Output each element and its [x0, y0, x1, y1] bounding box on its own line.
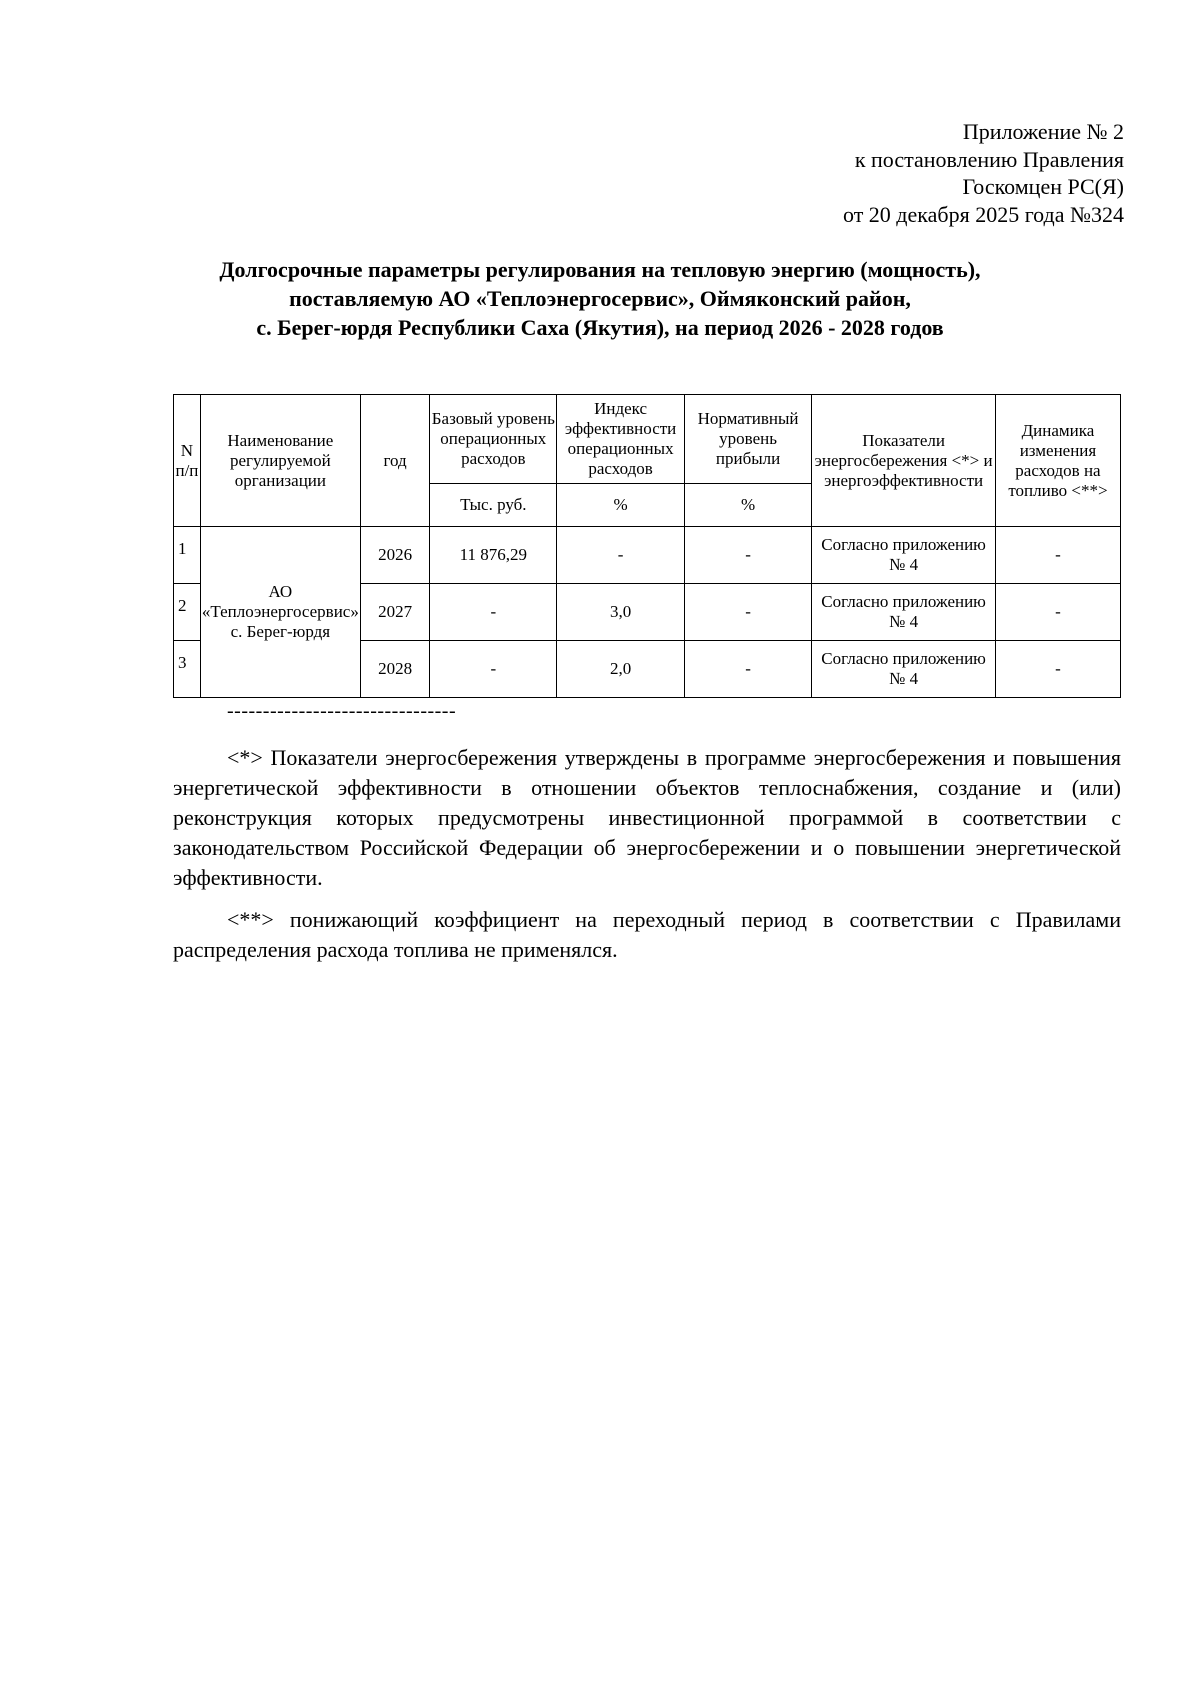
appendix-authority: Госкомцен РС(Я)	[962, 174, 1124, 199]
row-energy-indicators: Согласно приложению № 4	[812, 527, 996, 584]
row-profit-level: -	[684, 641, 811, 698]
row-year: 2027	[360, 584, 429, 641]
row-energy-indicators: Согласно приложению № 4	[812, 641, 996, 698]
header-base-level: Базовый уровень операционных расходов	[430, 395, 557, 484]
appendix-date: от 20 декабря 2025 года №324	[842, 201, 1124, 227]
row-fuel-dynamics: -	[995, 527, 1120, 584]
appendix-number: Приложение № 2	[962, 119, 1124, 144]
table-header-row	[174, 395, 1121, 484]
appendix-reference	[843, 118, 1124, 228]
title-line-2: поставляемую АО «Теплоэнергосервис», Оймяконский район,	[289, 286, 911, 311]
row-year: 2026	[360, 527, 429, 584]
footnote-energy-saving: <*> Показатели энергосбережения утверждены в программе энергосбережения и повышения энергетической эффективности в отношении объектов теплоснабжения, создание и (или) реконструкция которых предусмотрены инвестиционной программой в соответствии с законодательством Российской Федерации об энергосбережении и о повышении энергетической эффективности.	[173, 745, 1121, 890]
row-year: 2028	[360, 641, 429, 698]
header-profit-level: Нормативный уровень прибыли	[684, 395, 811, 484]
unit-efficiency-index: %	[557, 484, 685, 527]
header-num: N п/п	[174, 395, 201, 527]
header-efficiency-index: Индекс эффективности операционных расходов	[557, 395, 685, 484]
footnote-fuel-coefficient: <**> понижающий коэффициент на переходный период в соответствии с Правилами распределения расхода топлива не применялся.	[173, 907, 1121, 962]
row-energy-indicators: Согласно приложению № 4	[812, 584, 996, 641]
row-efficiency-index: 2,0	[557, 641, 685, 698]
row-num: 2	[174, 584, 201, 641]
header-year: год	[360, 395, 429, 527]
row-fuel-dynamics: -	[995, 641, 1120, 698]
footnote-separator: --------------------------------	[227, 700, 457, 722]
row-base-level: -	[430, 584, 557, 641]
unit-base-level: Тыс. руб.	[430, 484, 557, 527]
row-base-level: -	[430, 641, 557, 698]
row-efficiency-index: -	[557, 527, 685, 584]
title-line-3: с. Берег-юрдя Республики Саха (Якутия), на период 2026 - 2028 годов	[256, 315, 944, 340]
document-title	[150, 255, 1050, 342]
header-organization: Наименование регулируемой организации	[200, 395, 360, 527]
parameters-table	[173, 394, 1121, 698]
title-line-1: Долгосрочные параметры регулирования на тепловую энергию (мощность),	[219, 257, 981, 282]
appendix-resolution: к постановлению Правления	[854, 146, 1124, 172]
header-fuel-dynamics: Динамика изменения расходов на топливо <**>	[995, 395, 1120, 527]
unit-profit-level: %	[684, 484, 811, 527]
row-base-level: 11 876,29	[430, 527, 557, 584]
row-efficiency-index: 3,0	[557, 584, 685, 641]
row-profit-level: -	[684, 527, 811, 584]
organization-name: АО «Теплоэнергосервис» с. Берег-юрдя	[200, 527, 360, 698]
row-num: 3	[174, 641, 201, 698]
table-row	[174, 527, 1121, 584]
row-fuel-dynamics: -	[995, 584, 1120, 641]
header-energy-indicators: Показатели энергосбережения <*> и энергоэффективности	[812, 395, 996, 527]
row-num: 1	[174, 527, 201, 584]
row-profit-level: -	[684, 584, 811, 641]
